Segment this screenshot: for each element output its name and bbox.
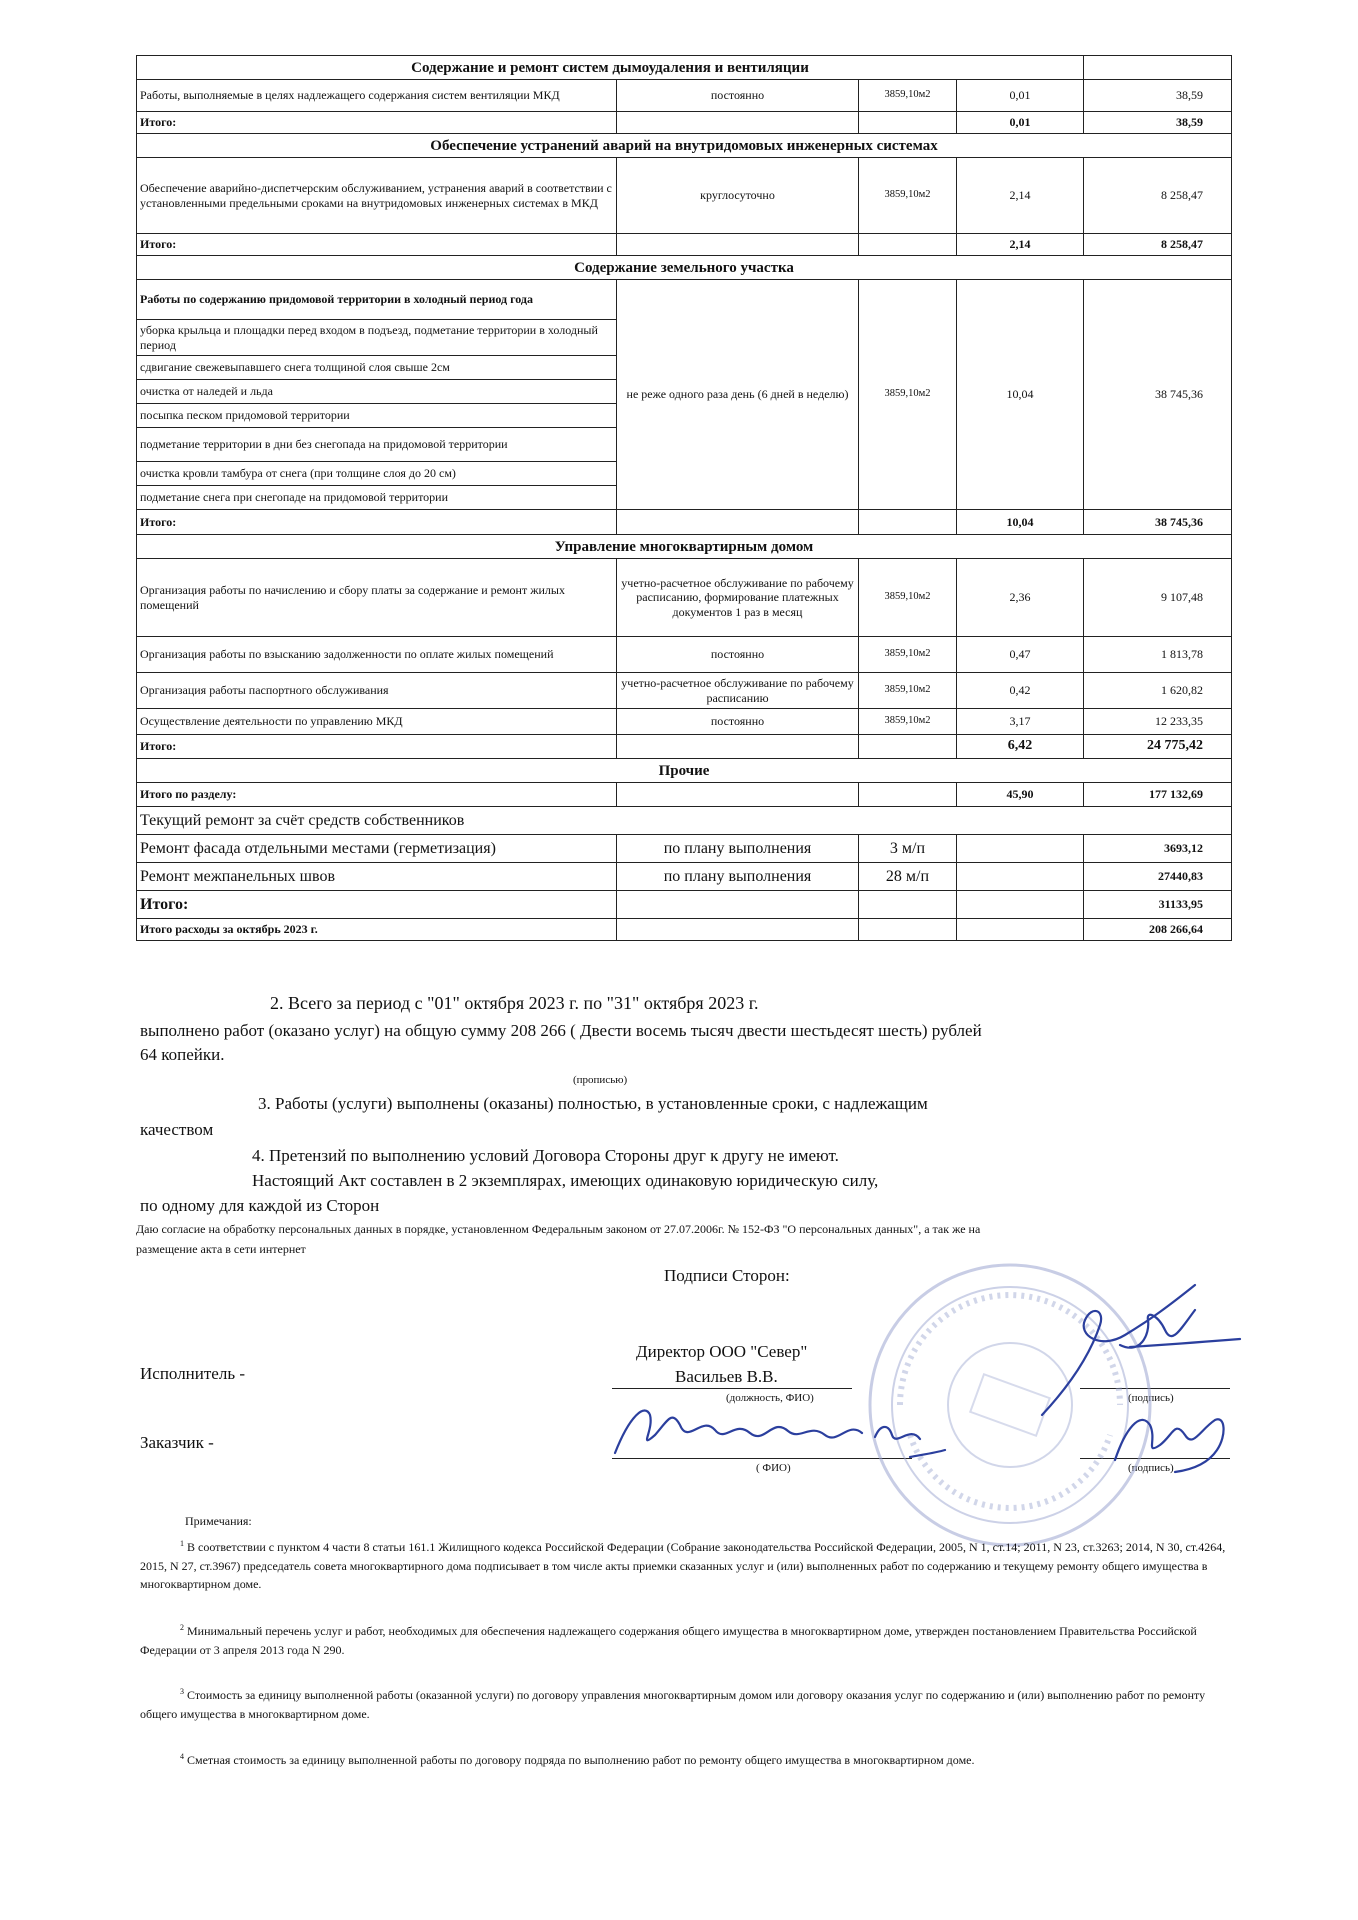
note-number: 3 [180,1687,184,1696]
total-row [137,510,1232,535]
executor-position: Директор ООО "Север" [636,1342,808,1361]
executor-position-line [612,1388,852,1389]
paragraph-3-line-2: качеством [140,1120,214,1139]
section-header-management [137,535,1232,559]
work-rate: 0,42 [957,673,1084,709]
work-unit: 3859,10м2 [859,709,957,735]
total-sum: 8 258,47 [1084,234,1232,256]
paragraph-5-line-2: по одному для каждой из Сторон [140,1196,380,1215]
total-row [137,735,1232,759]
land-item: уборка крыльца и площадки перед входом в подъезд, подметание территории в холодный период [137,320,617,356]
work-unit: 3859,10м2 [859,158,957,234]
work-rate: 3,17 [957,709,1084,735]
land-item: очистка кровли тамбура от снега (при толщине слоя до 20 см) [137,462,617,486]
land-sum: 38 745,36 [1084,280,1232,510]
total-sum: 38,59 [1084,112,1232,134]
total-row [137,112,1232,134]
land-rate: 10,04 [957,280,1084,510]
work-period: по плану выполнения [617,863,859,891]
acceptance-table [136,55,1232,941]
work-name: Работы, выполняемые в целях надлежащего содержания систем вентиляции МКД [137,80,617,112]
total-sum: 177 132,69 [1084,783,1232,807]
note-text: Стоимость за единицу выполненной работы (оказанной услуги) по договору управления многоквартирным домом или договору оказания услуг по содержанию и (или) выполнению работ по ремонту общего имущества в многоквартирном доме. [140,1688,1206,1721]
table-row [137,709,1232,735]
paragraph-2-line-3: 64 копейки. [140,1045,225,1064]
note-text: Сметная стоимость за единицу выполненной работы по договору подряда по выполнению работ по ремонту общего имущества в многоквартирном доме. [187,1753,975,1767]
work-rate: 2,14 [957,158,1084,234]
work-unit: 3859,10м2 [859,80,957,112]
land-item: подметание снега при снегопаде на придомовой территории [137,486,617,510]
note-number: 4 [180,1752,184,1761]
total-sum: 38 745,36 [1084,510,1232,535]
note-1 [140,1538,1230,1594]
land-header-item: Работы по содержанию придомовой территории в холодный период года [137,280,617,320]
total-label: Итого: [137,510,617,535]
work-unit: 28 м/п [859,863,957,891]
total-row [137,891,1232,919]
section-header-other [137,759,1232,783]
total-rate: 6,42 [957,735,1084,759]
table-row [137,835,1232,863]
section-title: Содержание и ремонт систем дымоудаления и вентиляции [137,56,1084,80]
work-name: Осуществление деятельности по управлению МКД [137,709,617,735]
work-period: учетно-расчетное обслуживание по рабочему расписанию, формирование платежных документов 1 раз в месяц [617,559,859,637]
signature-caption-2: (подпись) [1128,1462,1174,1474]
section-title: Прочие [137,759,1232,783]
signature-caption: (подпись) [1128,1392,1174,1404]
note-number: 2 [180,1623,184,1632]
work-sum: 27440,83 [1084,863,1232,891]
paragraph-5-line-1: Настоящий Акт составлен в 2 экземплярах, имеющих одинаковую юридическую силу, [252,1171,879,1190]
section-header-repair [137,807,1232,835]
section-title: Обеспечение устранений аварий на внутридомовых инженерных системах [137,134,1232,158]
executor-label: Исполнитель - [140,1364,245,1383]
grand-total-label: Итого расходы за октябрь 2023 г. [137,919,617,941]
paragraph-2-line-2: выполнено работ (оказано услуг) на общую сумму 208 266 ( Двести восемь тысяч двести шестьдесят шесть) рублей [140,1021,982,1040]
section-title: Текущий ремонт за счёт средств собственников [137,807,1232,835]
total-row [137,234,1232,256]
note-text: Минимальный перечень услуг и работ, необходимых для обеспечения надлежащего содержания общего имущества в многоквартирном доме, утвержден постановлением Правительства Российской Федерации от 3 апреля 2013 года N 290. [140,1624,1197,1657]
land-item: очистка от наледей и льда [137,380,617,404]
note-text: В соответствии с пунктом 4 части 8 статьи 161.1 Жилищного кодекса Российской Федерации (Собрание законодательства Российской Федерации, 2005, N 1, ст.14; 2011, N 23, ст.3263; 2014, N 30, ст.4264, 2015, N 27, ст.3967) председатель совета многоквартирного дома подписывает в том числе акты приемки сказанных услуг и (или) выполненных работ по содержанию и текущему ремонту общего имущества в многоквартирном доме. [140,1540,1226,1592]
work-name: Организация работы паспортного обслуживания [137,673,617,709]
work-rate: 0,01 [957,80,1084,112]
total-label: Итого: [137,891,617,919]
work-sum: 8 258,47 [1084,158,1232,234]
note-number: 1 [180,1539,184,1548]
total-sum: 24 775,42 [1084,735,1232,759]
list-item [137,280,1232,320]
table-row [137,158,1232,234]
table-row [137,863,1232,891]
work-period: по плану выполнения [617,835,859,863]
work-period: учетно-расчетное обслуживание по рабочему расписанию [617,673,859,709]
work-rate: 0,47 [957,637,1084,673]
total-rate: 45,90 [957,783,1084,807]
work-unit: 3859,10м2 [859,559,957,637]
work-sum: 12 233,35 [1084,709,1232,735]
table-row [137,673,1232,709]
land-item: подметание территории в дни без снегопада на придомовой территории [137,428,617,462]
total-label: Итого: [137,112,617,134]
executor-name: Васильев В.В. [675,1367,778,1386]
section-header-emergency [137,134,1232,158]
table-row [137,80,1232,112]
paragraph-4: 4. Претензий по выполнению условий Договора Стороны друг к другу не имеют. [252,1146,839,1165]
section-total-row [137,783,1232,807]
customer-signature [610,1395,950,1465]
land-unit: 3859,10м2 [859,280,957,510]
total-rate: 2,14 [957,234,1084,256]
work-sum: 3693,12 [1084,835,1232,863]
customer-label: Заказчик - [140,1433,214,1452]
total-label: Итого: [137,234,617,256]
work-name: Организация работы по взысканию задолженности по оплате жилых помещений [137,637,617,673]
position-caption: (должность, ФИО) [726,1392,814,1404]
note-3 [140,1686,1230,1723]
table-row [137,637,1232,673]
total-label: Итого по разделу: [137,783,617,807]
paragraph-3-line-1: 3. Работы (услуги) выполнены (оказаны) полностью, в установленные сроки, с надлежащим [258,1094,928,1113]
signatures-title: Подписи Сторон: [664,1266,790,1285]
grand-total-row [137,919,1232,941]
work-name: Организация работы по начислению и сбору платы за содержание и ремонт жилых помещений [137,559,617,637]
work-unit: 3859,10м2 [859,637,957,673]
work-period: постоянно [617,637,859,673]
total-rate: 0,01 [957,112,1084,134]
work-period: круглосуточно [617,158,859,234]
grand-total-sum: 208 266,64 [1084,919,1232,941]
work-sum: 38,59 [1084,80,1232,112]
note-2 [140,1622,1230,1659]
land-item: посыпка песком придомовой территории [137,404,617,428]
consent-line-2: размещение акта в сети интернет [136,1242,306,1256]
fio-caption: ( ФИО) [756,1462,791,1474]
customer-signature-mark [1105,1400,1235,1480]
consent-line-1: Даю согласие на обработку персональных данных в порядке, установленном Федеральным законом от 27.07.2006г. № 152-ФЗ "О персональных данных", а так же на [136,1222,981,1236]
paragraph-2-line-1: 2. Всего за период с "01" октября 2023 г. по "31" октября 2023 г. [270,993,759,1013]
section-header-land [137,256,1232,280]
work-name: Ремонт фасада отдельными местами (герметизация) [137,835,617,863]
work-period: постоянно [617,80,859,112]
work-unit: 3859,10м2 [859,673,957,709]
work-sum: 1 813,78 [1084,637,1232,673]
work-sum: 1 620,82 [1084,673,1232,709]
land-period: не реже одного раза день (6 дней в неделю) [617,280,859,510]
section-header-ventilation [137,56,1232,80]
work-sum: 9 107,48 [1084,559,1232,637]
total-sum: 31133,95 [1084,891,1232,919]
note-4 [140,1751,1230,1770]
section-title: Содержание земельного участка [137,256,1232,280]
work-unit: 3 м/п [859,835,957,863]
work-name: Обеспечение аварийно-диспетчерским обслуживанием, устранения аварий в соответствии с установленными предельными сроками на внутридомовых инженерных системах в МКД [137,158,617,234]
propisyu-caption: (прописью) [573,1074,628,1086]
table-row [137,559,1232,637]
work-period: постоянно [617,709,859,735]
section-title: Управление многоквартирным домом [137,535,1232,559]
total-rate: 10,04 [957,510,1084,535]
notes-heading: Примечания: [185,1514,252,1528]
work-name: Ремонт межпанельных швов [137,863,617,891]
land-item: сдвигание свежевыпавшего снега толщиной слоя свыше 2см [137,356,617,380]
total-label: Итого: [137,735,617,759]
work-rate: 2,36 [957,559,1084,637]
